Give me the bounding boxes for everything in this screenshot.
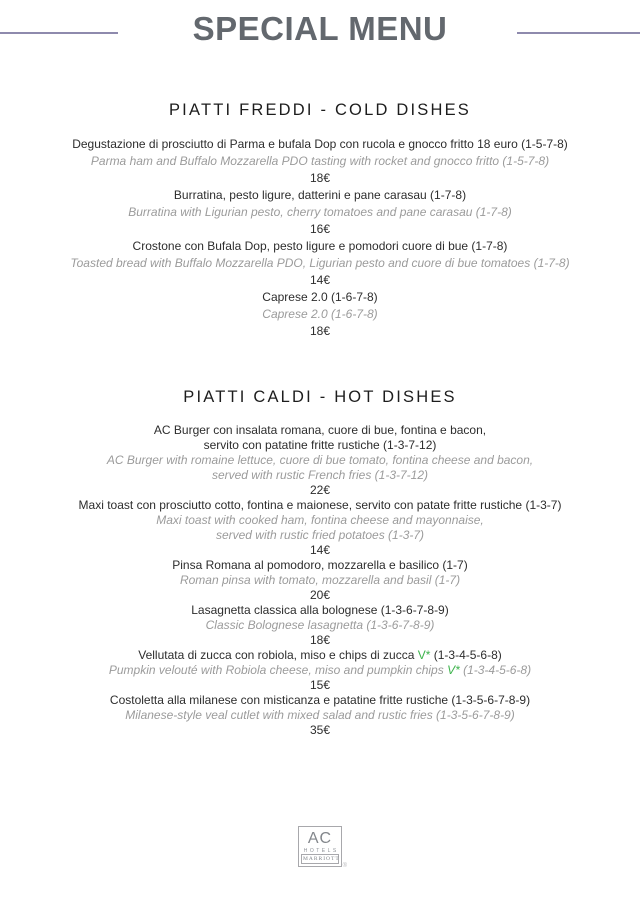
- menu-item: [0, 238, 640, 289]
- decorative-line-left: [0, 32, 118, 34]
- item-name-italian: Costoletta alla milanese con misticanza e patatine fritte rustiche (1-3-5-6-7-8-9): [109, 693, 531, 707]
- menu-item: [0, 558, 640, 603]
- item-description-english: Burratina with Ligurian pesto, cherry tomatoes and pane carasau (1-7-8): [128, 205, 512, 219]
- item-name-italian: Lasagnetta classica alla bolognese (1-3-6-7-8-9): [191, 603, 449, 617]
- menu-item: [0, 648, 640, 693]
- item-name-italian: Pinsa Romana al pomodoro, mozzarella e basilico (1-7): [172, 558, 468, 572]
- menu-item: [0, 136, 640, 187]
- item-description-english: Maxi toast with cooked ham, fontina cheese and mayonnaise, served with rustic fried potatoes (1-3-7): [156, 513, 484, 542]
- item-name-italian: Vellutata di zucca con robiola, miso e chips di zucca V* (1-3-4-5-6-8): [138, 648, 502, 662]
- section-items: [0, 423, 640, 738]
- vegan-marker: V*: [447, 663, 460, 677]
- item-description-english: Parma ham and Buffalo Mozzarella PDO tasting with rocket and gnocco fritto (1-5-7-8): [90, 154, 550, 168]
- item-name-italian: Crostone con Bufala Dop, pesto ligure e pomodori cuore di bue (1-7-8): [132, 239, 508, 253]
- item-name-italian: Burratina, pesto ligure, datterini e pane carasau (1-7-8): [173, 188, 467, 202]
- item-description-english: Milanese-style veal cutlet with mixed salad and rustic fries (1-3-5-6-7-8-9): [125, 708, 515, 722]
- logo-hotels-text: HOTELS: [303, 848, 339, 854]
- item-price: 15€: [309, 678, 331, 692]
- item-name-italian: Degustazione di prosciutto di Parma e bufala Dop con rucola e gnocco fritto 18 euro (1-5-7-8): [72, 137, 568, 151]
- menu-item: [0, 423, 640, 498]
- decorative-line-right: [517, 32, 640, 34]
- registered-trademark-icon: ®: [342, 863, 347, 869]
- menu-footer: [0, 826, 640, 867]
- item-description-english: Classic Bolognese lasagnetta (1-3-6-7-8-9): [205, 618, 435, 632]
- item-name-italian: Caprese 2.0 (1-6-7-8): [262, 290, 378, 304]
- menu-section: [0, 101, 640, 340]
- menu-sections: [0, 101, 640, 738]
- page-title: SPECIAL MENU: [192, 10, 448, 47]
- item-description-english: Toasted bread with Buffalo Mozzarella PDO, Ligurian pesto and cuore di bue tomatoes (1-7-8): [70, 256, 570, 270]
- menu-item: [0, 289, 640, 340]
- item-price: 18€: [309, 324, 331, 338]
- menu-item: [0, 498, 640, 558]
- item-description-english: Roman pinsa with tomato, mozzarella and basil (1-7): [179, 573, 461, 587]
- section-heading: PIATTI FREDDI - COLD DISHES: [168, 101, 472, 119]
- item-price: 18€: [309, 171, 331, 185]
- item-price: 20€: [309, 588, 331, 602]
- item-price: 14€: [309, 543, 331, 557]
- menu-header: [0, 0, 640, 47]
- item-description-english: Pumpkin velouté with Robiola cheese, miso and pumpkin chips V* (1-3-4-5-6-8): [108, 663, 532, 677]
- item-description-english: AC Burger with romaine lettuce, cuore di bue tomato, fontina cheese and bacon, served with rustic French fries (1-3-7-12): [106, 453, 534, 482]
- item-price: 18€: [309, 633, 331, 647]
- vegan-marker: V*: [417, 648, 431, 662]
- item-price: 22€: [309, 483, 331, 497]
- menu-section: [0, 388, 640, 738]
- section-heading: PIATTI CALDI - HOT DISHES: [183, 388, 457, 406]
- item-name-italian: AC Burger con insalata romana, cuore di bue, fontina e bacon, servito con patatine fritte rustiche (1-3-7-12): [153, 423, 487, 452]
- item-description-english: Caprese 2.0 (1-6-7-8): [262, 307, 378, 321]
- ac-hotels-marriott-logo: [298, 826, 347, 869]
- logo-marriott-text: MARRIOTT: [303, 856, 340, 862]
- item-price: 35€: [309, 723, 331, 737]
- menu-item: [0, 603, 640, 648]
- menu-item: [0, 187, 640, 238]
- logo-brand-text: AC: [307, 830, 333, 847]
- section-items: [0, 136, 640, 340]
- item-name-italian: Maxi toast con prosciutto cotto, fontina e maionese, servito con patate fritte rustiche (1-3-7): [78, 498, 562, 512]
- item-price: 16€: [309, 222, 331, 236]
- item-price: 14€: [309, 273, 331, 287]
- menu-item: [0, 693, 640, 738]
